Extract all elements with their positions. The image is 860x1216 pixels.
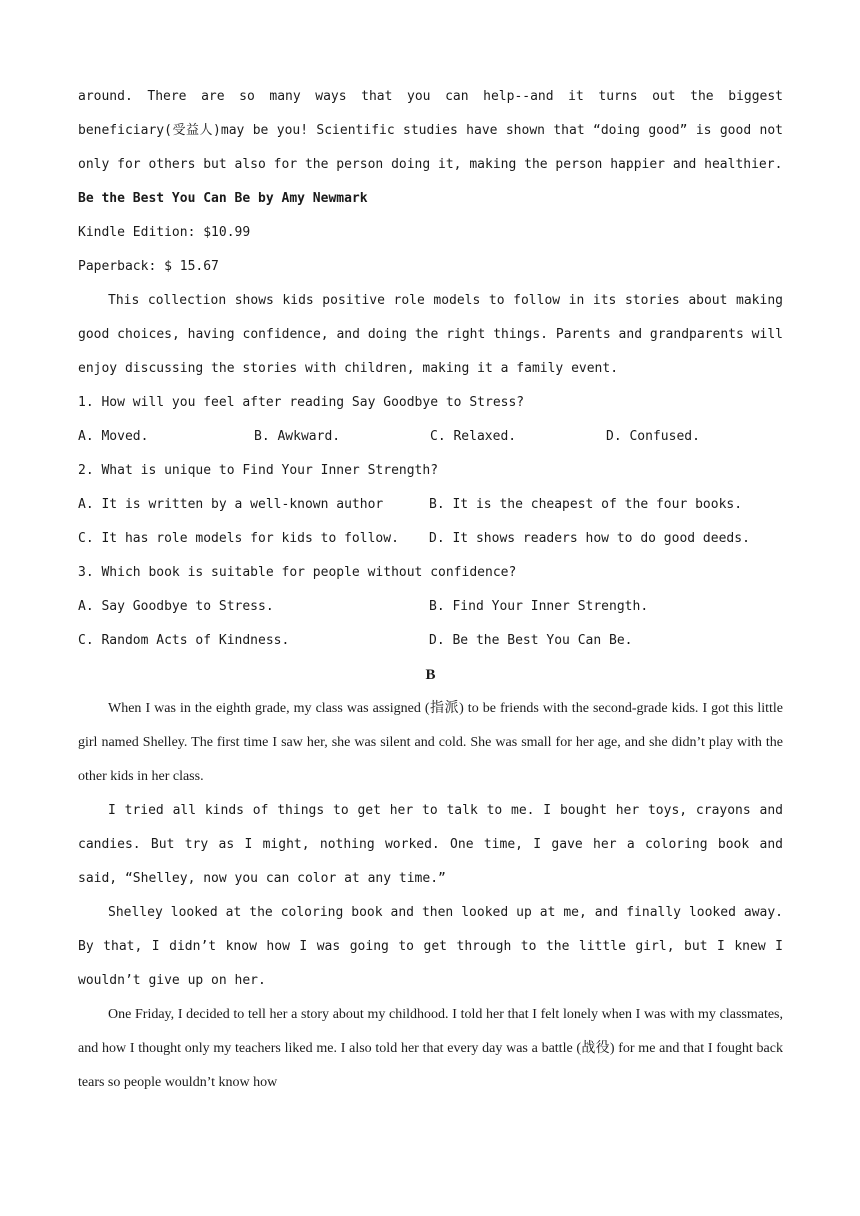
question-2-option-c: C. It has role models for kids to follow.	[78, 531, 399, 546]
passage-b-paragraph-3: Shelley looked at the coloring book and then looked up at me, and finally looked away. By that, I didn’t know how I was going to get through to the little girl, but I knew I wouldn’t give up on her.	[78, 905, 783, 988]
question-3-option-d: D. Be the Best You Can Be.	[429, 633, 633, 648]
question-3-options-row-1	[78, 590, 783, 624]
passage-a-closing-paragraph: around. There are so many ways that you can help--and it turns out the biggest beneficiary(受益人)may be you! Scientific studies have shown that “doing good” is good not only for others but also for the person doing it, making the person happier and healthier.	[78, 89, 783, 172]
question-2-stem: 2. What is unique to Find Your Inner Strength?	[78, 463, 439, 478]
question-2-options-row-1	[78, 488, 783, 522]
question-1-option-c: C. Relaxed.	[430, 429, 517, 444]
question-3-stem: 3. Which book is suitable for people without confidence?	[78, 565, 517, 580]
question-3-option-b: B. Find Your Inner Strength.	[429, 599, 649, 614]
question-2-option-a: A. It is written by a well-known author	[78, 497, 384, 512]
passage-b-paragraph-1: When I was in the eighth grade, my class was assigned (指派) to be friends with the second-grade kids. I got this little girl named Shelley. The first time I saw her, she was silent and cold. She was small for her age, and she didn’t play with the other kids in her class.	[78, 701, 783, 784]
passage-b-paragraph-4: One Friday, I decided to tell her a story about my childhood. I told her that I felt lonely when I was with my classmates, and how I thought only my teachers liked me. I also told her that every day was a battle (战役) for me and that I fought back tears so people wouldn’t know how	[78, 1007, 783, 1090]
question-1-stem: 1. How will you feel after reading Say Goodbye to Stress?	[78, 395, 525, 410]
book-title: Be the Best You Can Be by Amy Newmark	[78, 191, 368, 206]
question-2-options-row-2	[78, 522, 783, 556]
kindle-price: Kindle Edition: $10.99	[78, 225, 251, 240]
question-2-option-b: B. It is the cheapest of the four books.	[429, 497, 743, 512]
book-description: This collection shows kids positive role models to follow in its stories about making good choices, having confidence, and doing the right things. Parents and grandparents will enjoy discussing the stories with children, making it a family event.	[78, 293, 783, 376]
question-1-option-b: B. Awkward.	[254, 429, 341, 444]
paperback-price: Paperback: $ 15.67	[78, 259, 219, 274]
passage-b-heading: B	[425, 667, 436, 683]
document-page	[78, 80, 783, 1100]
passage-b-paragraph-2: I tried all kinds of things to get her to talk to me. I bought her toys, crayons and candies. But try as I might, nothing worked. One time, I gave her a coloring book and said, “Shelley, now you can color at any time.”	[78, 803, 783, 886]
question-3-option-c: C. Random Acts of Kindness.	[78, 633, 290, 648]
question-1-option-a: A. Moved.	[78, 429, 149, 444]
question-1-option-d: D. Confused.	[606, 429, 700, 444]
question-1-options	[78, 420, 783, 454]
question-2-option-d: D. It shows readers how to do good deeds.	[429, 531, 750, 546]
question-3-options-row-2	[78, 624, 783, 658]
question-3-option-a: A. Say Goodbye to Stress.	[78, 599, 274, 614]
